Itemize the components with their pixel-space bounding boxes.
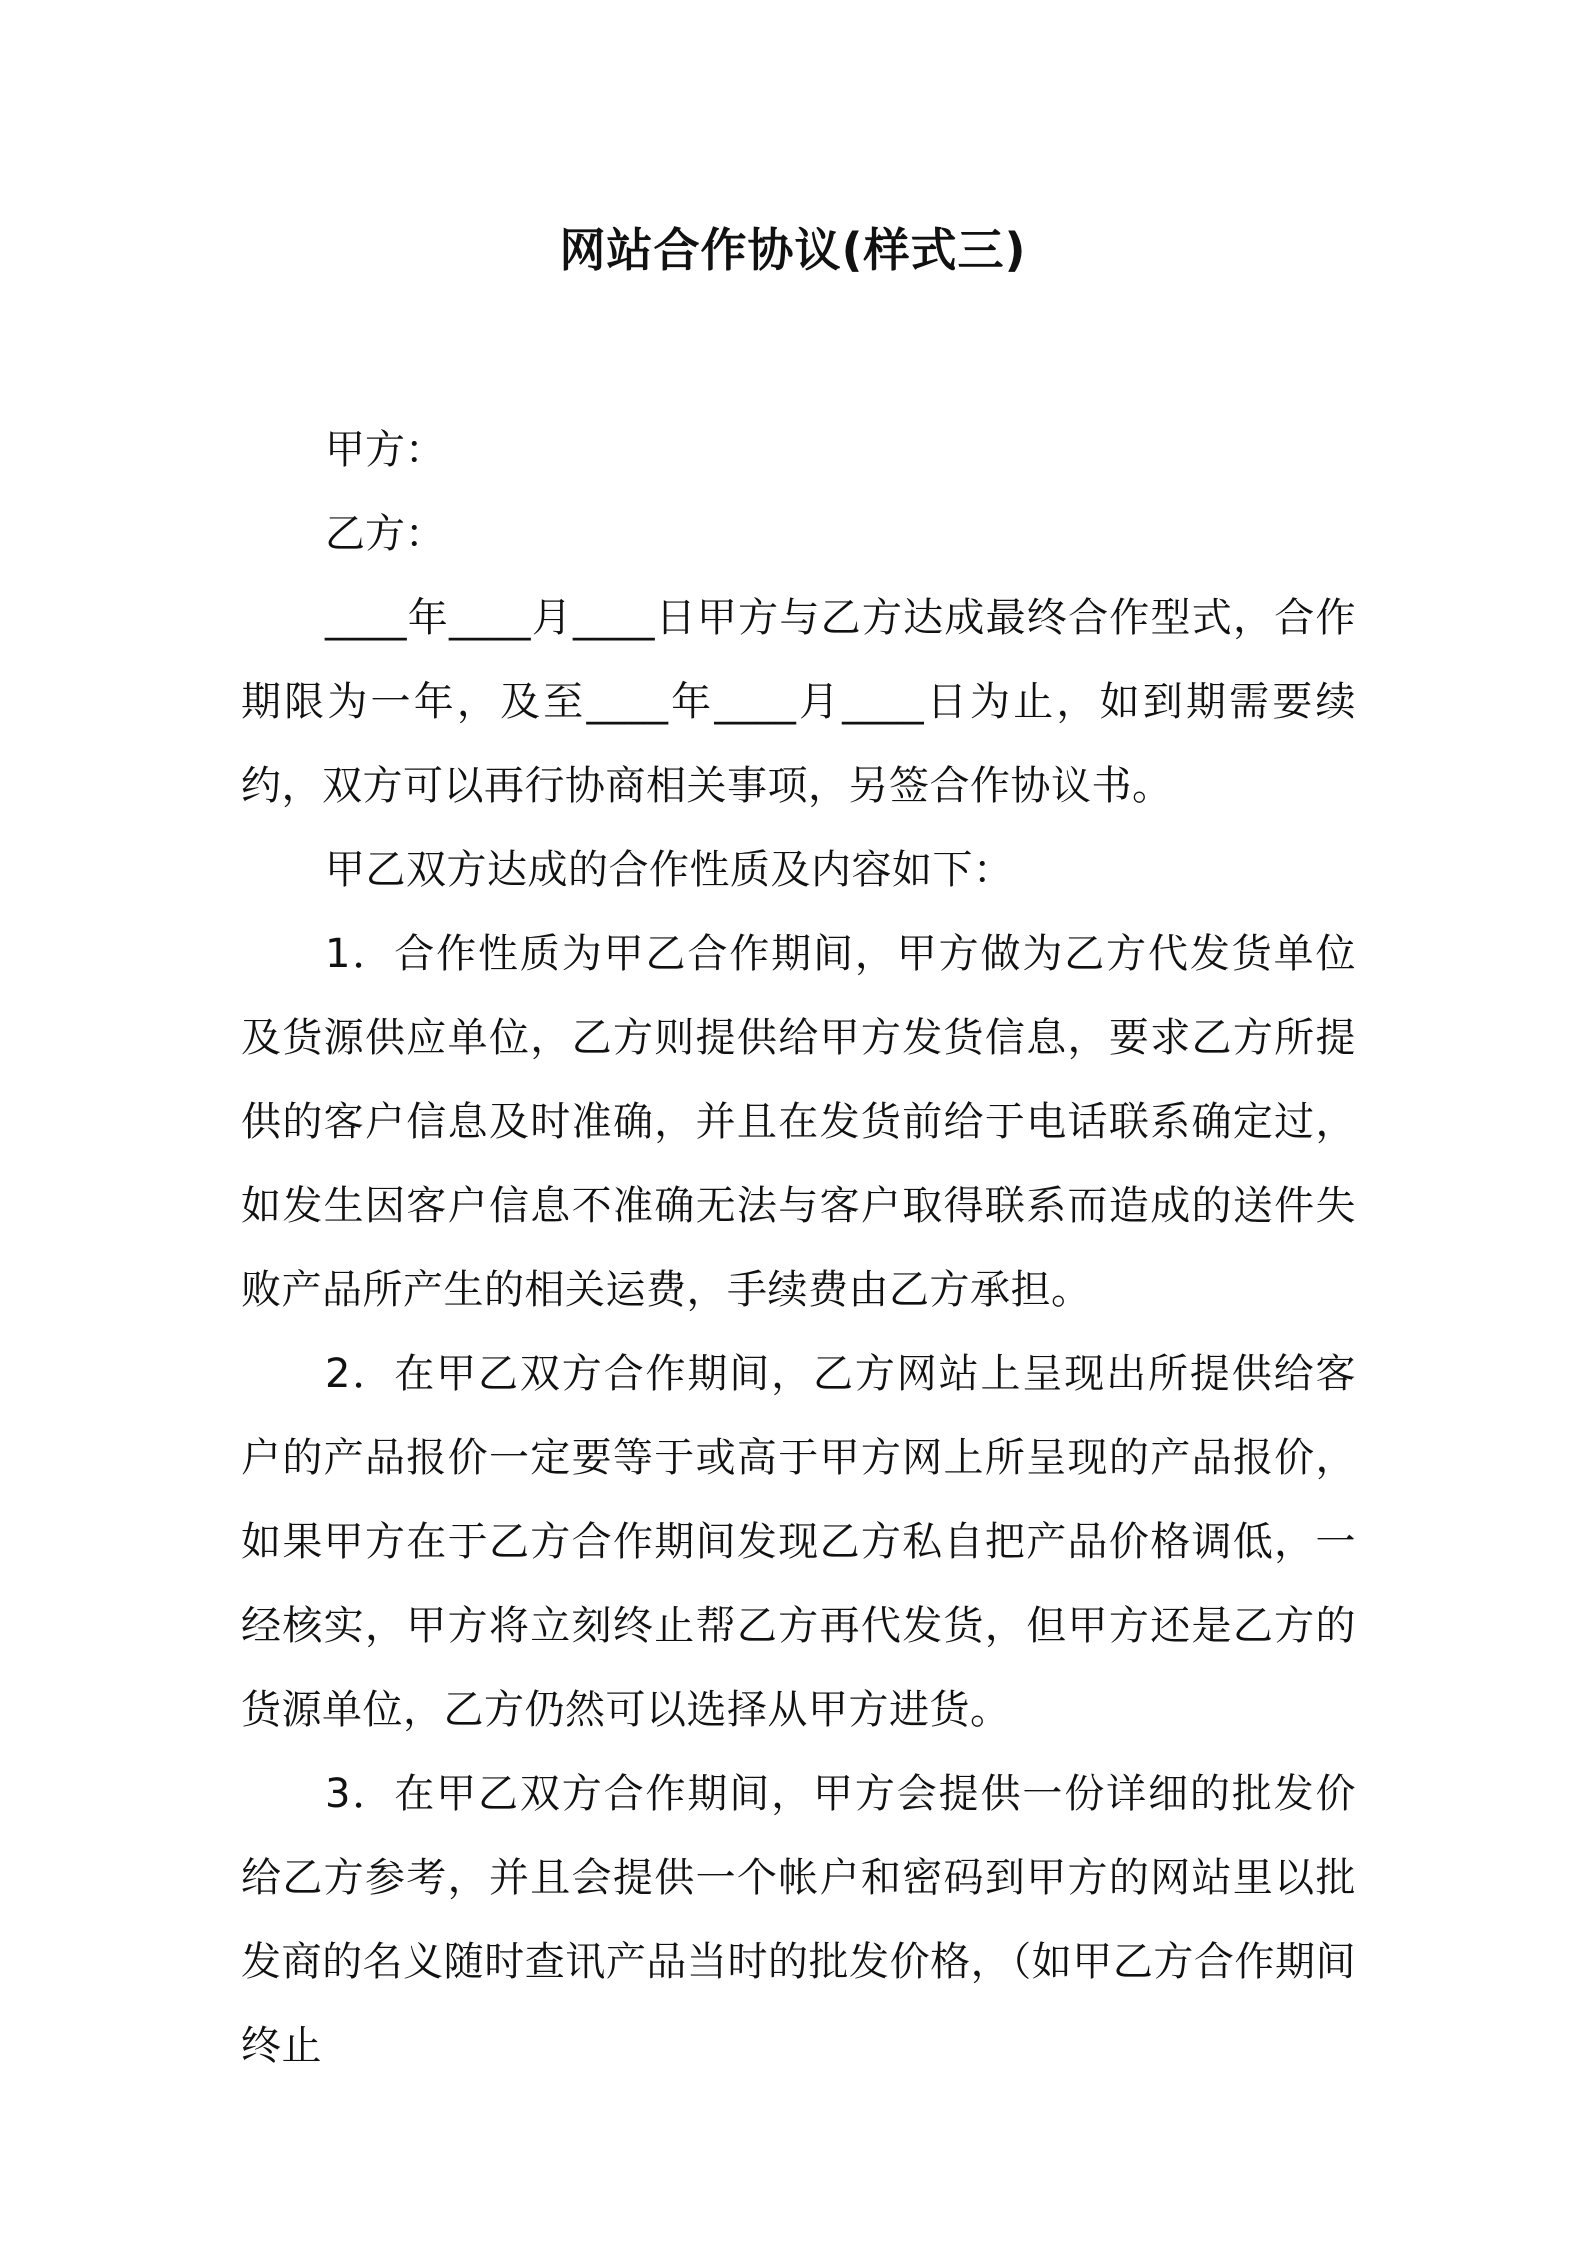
party-b-label: 乙方： [325, 511, 445, 557]
paragraph-term: ____年____月____日甲方与乙方达成最终合作型式，合作期限为一年，及至____年____月____日为止，如到期需要续约，双方可以再行协商相关事项，另签合作协议书。 [241, 595, 1356, 809]
paragraph-intro: 甲乙双方达成的合作性质及内容如下： [325, 847, 1014, 893]
document-title: 网站合作协议(样式三) [559, 223, 1027, 277]
paragraph-clause-2: 2．在甲乙双方合作期间，乙方网站上呈现出所提供给客户的产品报价一定要等于或高于甲方网上所呈现的产品报价，如果甲方在于乙方合作期间发现乙方私自把产品价格调低，一经核实，甲方将立刻终止帮乙方再代发货，但甲方还是乙方的货源单位，乙方仍然可以选择从甲方进货。 [241, 1351, 1356, 1733]
paragraph-clause-3: 3．在甲乙双方合作期间，甲方会提供一份详细的批发价给乙方参考，并且会提供一个帐户和密码到甲方的网站里以批发商的名义随时查讯产品当时的批发价格，（如甲乙方合作期间终止 [241, 1771, 1356, 2069]
paragraph-clause-1: 1．合作性质为甲乙合作期间，甲方做为乙方代发货单位及货源供应单位，乙方则提供给甲方发货信息，要求乙方所提供的客户信息及时准确，并且在发货前给于电话联系确定过，如发生因客户信息不准确无法与客户取得联系而造成的送件失败产品所产生的相关运费，手续费由乙方承担。 [241, 931, 1356, 1313]
document-body [241, 408, 1356, 2088]
party-a-label: 甲方： [325, 427, 445, 473]
